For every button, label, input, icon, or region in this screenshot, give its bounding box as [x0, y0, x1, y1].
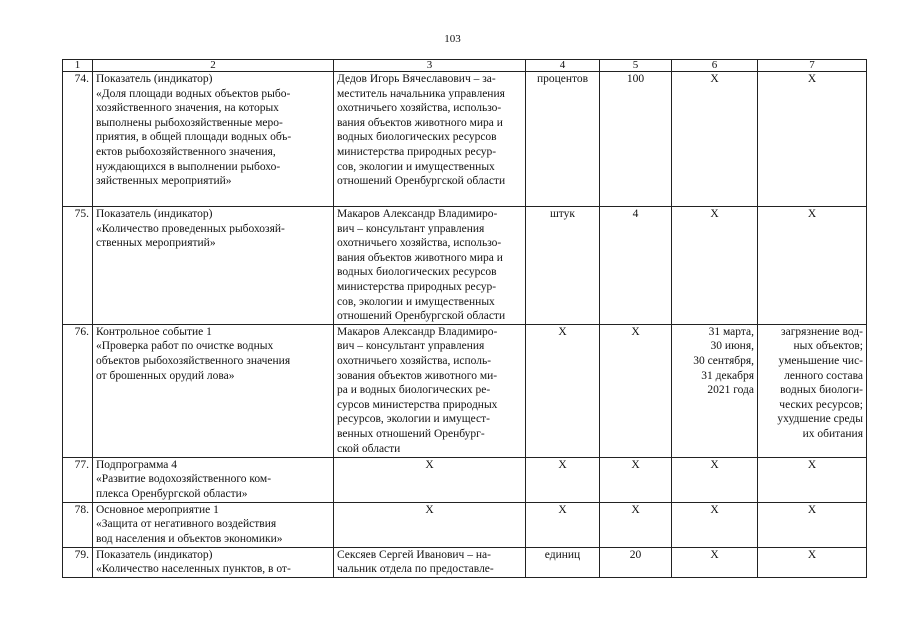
responsible-line: меститель начальника управления [337, 87, 505, 100]
risk-line: их обитания [802, 427, 863, 440]
deadline-cell [672, 547, 758, 577]
responsible-cell [334, 547, 526, 577]
deadline-line: Х [710, 503, 719, 516]
responsible-line: отношений Оренбургской области [337, 310, 506, 323]
page-number: 103 [444, 33, 461, 45]
responsible-line: охотничьего хозяйства, использо- [337, 237, 502, 250]
risk-line: ных объектов; [793, 340, 863, 353]
responsible-line: Дедов Игорь Вячеславович – за- [337, 73, 496, 85]
value-cell: Х [600, 457, 672, 502]
item-name-line: Показатель (индикатор) [96, 73, 213, 85]
responsible-line: министерства природных ресур- [337, 280, 497, 293]
header-cell: 3 [334, 60, 526, 72]
responsible-line: ской области [337, 442, 401, 455]
risk-cell [758, 72, 867, 207]
deadline-line: 30 июня, [710, 340, 754, 353]
item-name-line: плекса Оренбургской области» [96, 487, 248, 500]
header-cell: 4 [526, 60, 600, 72]
value-cell: 4 [600, 207, 672, 325]
item-name-line: от брошенных орудий лова» [96, 369, 235, 382]
deadline-line: Х [710, 548, 719, 561]
responsible-line: водных биологических ресурсов [337, 266, 497, 279]
row-number: 79. [63, 547, 93, 577]
responsible-line: водных биологических ресурсов [337, 131, 497, 144]
value-cell: Х [600, 324, 672, 457]
responsible-cell [334, 72, 526, 207]
item-name-line: «Защита от негативного воздействия [96, 518, 277, 531]
item-name-line: приятия, в общей площади водных объ- [96, 131, 292, 144]
responsible-cell [334, 207, 526, 325]
item-name-line: ственных мероприятий» [96, 237, 216, 250]
header-cell: 2 [93, 60, 334, 72]
item-name-line: объектов рыбохозяйственного значения [96, 354, 291, 367]
risk-line: уменьшение чис- [778, 354, 863, 367]
risk-cell [758, 457, 867, 502]
header-row [63, 60, 867, 72]
responsible-cell [334, 457, 526, 502]
responsible-line: сов, экологии и имущественных [337, 295, 495, 308]
item-name-line: «Доля площади водных объектов рыбо- [96, 87, 291, 100]
responsible-line: Х [425, 503, 434, 516]
table-row [63, 72, 867, 207]
item-name-cell [93, 72, 334, 207]
responsible-line: чальник отдела по предоставле- [337, 563, 494, 576]
item-name-cell [93, 207, 334, 325]
item-name-line: Подпрограмма 4 [96, 458, 178, 471]
unit-cell: штук [526, 207, 600, 325]
unit-cell: Х [526, 324, 600, 457]
risk-cell [758, 547, 867, 577]
row-number: 78. [63, 502, 93, 547]
item-name-cell [93, 547, 334, 577]
responsible-line: вания объектов животного мира и [337, 251, 503, 264]
responsible-line: министерства природных ресур- [337, 145, 497, 158]
deadline-line: 30 сентября, [693, 354, 754, 367]
responsible-line: Макаров Александр Владимиро- [337, 325, 498, 338]
row-number: 76. [63, 324, 93, 457]
responsible-line: вич – консультант управления [337, 340, 485, 353]
risk-line: Х [807, 73, 817, 85]
risk-line: Х [807, 503, 817, 516]
deadline-line: Х [710, 458, 719, 471]
deadline-cell [672, 72, 758, 207]
item-name-line: «Количество населенных пунктов, в от- [96, 563, 291, 576]
deadline-line: Х [710, 208, 719, 220]
item-name-line: ектов рыбохозяйственного значения, [96, 145, 276, 158]
responsible-line: охотничьего хозяйства, использо- [337, 102, 502, 115]
unit-cell: Х [526, 457, 600, 502]
document-table [62, 59, 867, 578]
risk-line: ленного состава [784, 369, 863, 382]
item-name-line: выполнены рыбохозяйственные меро- [96, 116, 283, 129]
unit-cell: Х [526, 502, 600, 547]
deadline-line: Х [710, 73, 719, 85]
risk-line: загрязнение вод- [781, 325, 863, 338]
item-name-line: Контрольное событие 1 [96, 325, 212, 338]
risk-line: Х [807, 548, 817, 561]
value-cell: 100 [600, 72, 672, 207]
deadline-cell [672, 207, 758, 325]
item-name-line: «Количество проведенных рыбохозяй- [96, 222, 285, 235]
table-row [63, 207, 867, 325]
responsible-line: сов, экологии и имущественных [337, 160, 495, 173]
item-name-cell [93, 457, 334, 502]
item-name-line: Основное мероприятие 1 [96, 503, 219, 516]
unit-cell: процентов [526, 72, 600, 207]
deadline-cell [672, 502, 758, 547]
row-number: 75. [63, 207, 93, 325]
responsible-line: Х [425, 458, 434, 471]
deadline-cell [672, 457, 758, 502]
item-name-line: зяйственных мероприятий» [96, 175, 232, 188]
row-number: 77. [63, 457, 93, 502]
responsible-line: вич – консультант управления [337, 222, 485, 235]
item-name-line: нуждающихся в выполнении рыбохо- [96, 160, 281, 173]
responsible-line: венных отношений Оренбург- [337, 427, 485, 440]
table-row [63, 324, 867, 457]
table-row [63, 547, 867, 577]
item-name-line: «Развитие водохозяйственного ком- [96, 473, 272, 486]
item-name-cell [93, 324, 334, 457]
deadline-cell [672, 324, 758, 457]
item-name-line: хозяйственного значения, на которых [96, 102, 279, 115]
table-row [63, 457, 867, 502]
responsible-line: вания объектов животного мира и [337, 116, 503, 129]
responsible-cell [334, 324, 526, 457]
risk-line: Х [807, 458, 817, 471]
table-row [63, 502, 867, 547]
header-cell: 7 [758, 60, 867, 72]
risk-cell [758, 324, 867, 457]
header-cell: 1 [63, 60, 93, 72]
row-number: 74. [63, 72, 93, 207]
responsible-line: охотничьего хозяйства, исполь- [337, 354, 492, 367]
risk-cell [758, 502, 867, 547]
risk-line: водных биологи- [780, 384, 863, 397]
risk-line: ческих ресурсов; [779, 398, 863, 411]
responsible-line: Макаров Александр Владимиро- [337, 208, 498, 220]
responsible-line: сурсов министерства природных [337, 398, 498, 411]
deadline-line: 31 марта, [708, 325, 754, 338]
responsible-line: ресурсов, экологии и имущест- [337, 413, 490, 426]
risk-line: ухудшение среды [777, 413, 863, 426]
responsible-line: ра и водных биологических ре- [337, 384, 491, 397]
unit-cell: единиц [526, 547, 600, 577]
deadline-line: 2021 года [707, 384, 754, 397]
responsible-line: Сексяев Сергей Иванович – на- [337, 548, 491, 561]
header-cell: 6 [672, 60, 758, 72]
responsible-line: зования объектов животного ми- [337, 369, 498, 382]
value-cell: 20 [600, 547, 672, 577]
item-name-line: вод населения и объектов экономики» [96, 532, 283, 545]
responsible-cell [334, 502, 526, 547]
responsible-line: отношений Оренбургской области [337, 175, 506, 188]
risk-line: Х [807, 208, 817, 220]
deadline-line: 31 декабря [701, 369, 754, 382]
risk-cell [758, 207, 867, 325]
header-cell: 5 [600, 60, 672, 72]
item-name-line: Показатель (индикатор) [96, 548, 213, 561]
item-name-line: «Проверка работ по очистке водных [96, 340, 274, 353]
item-name-line: Показатель (индикатор) [96, 208, 213, 220]
item-name-cell [93, 502, 334, 547]
value-cell: Х [600, 502, 672, 547]
